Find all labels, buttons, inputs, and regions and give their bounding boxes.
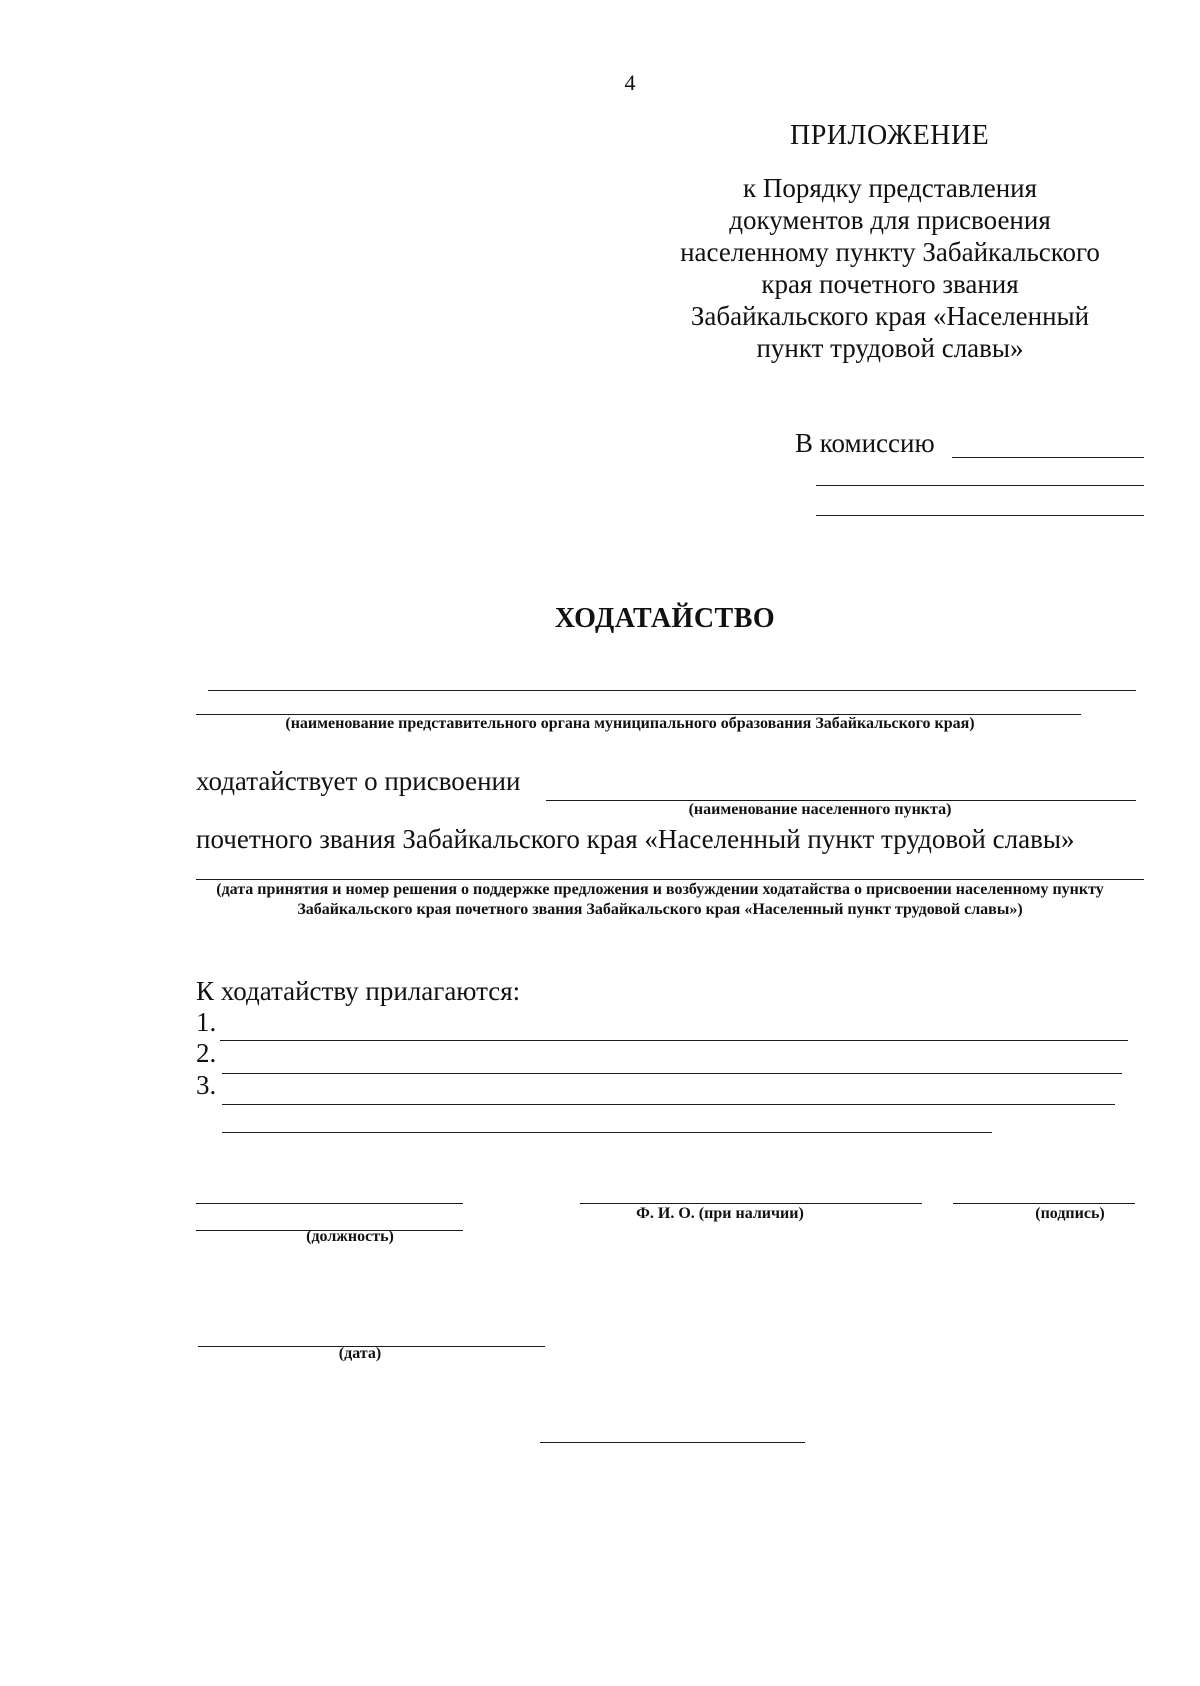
position-line [196,1203,463,1204]
appendix-subtitle [640,172,1140,364]
attachment-number: 1. [196,1007,217,1037]
decision-caption: (дата принятия и номер решения о поддержке предложения и возбуждении ходатайства о присвоении населенному пункту Забайкальского края почетного звания Забайкальского края «Населенный пункт трудовой славы») [216,881,1104,918]
organ-name-line [208,690,1136,691]
closing-separator [540,1442,805,1443]
appendix-subtitle-line: Забайкальского края «Населенный [690,301,1090,331]
position-caption: (должность) [306,1228,394,1245]
attachment-line [222,1104,1115,1105]
petitions-label: ходатайствует о присвоении [196,766,521,796]
organ-caption: (наименование представительного органа муниципального образования Забайкальского края) [285,715,975,732]
appendix-title: ПРИЛОЖЕНИЕ [790,120,990,151]
commission-label: В комиссию [795,428,935,458]
place-caption: (наименование населенного пункта) [688,801,952,818]
date-caption: (дата) [338,1345,382,1362]
attachment-number: 2. [196,1038,217,1068]
attachment-line [220,1040,1128,1041]
attachment-line [222,1132,992,1133]
appendix-subtitle-line: к Порядку представления [742,173,1038,203]
commission-blank-line [816,485,1144,486]
appendix-subtitle-line: края почетного звания [761,269,1019,299]
attachments-label: К ходатайству прилагаются: [196,976,521,1006]
document-title: ХОДАТАЙСТВО [554,603,776,634]
appendix-subtitle-line: пункт трудовой славы» [756,333,1024,363]
appendix-subtitle-line: документов для присвоения [729,205,1051,235]
commission-blank-line [816,515,1144,516]
fio-caption: Ф. И. О. (при наличии) [636,1205,804,1222]
appendix-subtitle-line: населенному пункту Забайкальского [680,237,1100,267]
page-number: 4 [624,70,636,95]
commission-blank-line [952,457,1144,458]
honor-title-text: почетного звания Забайкальского края «Населенный пункт трудовой славы» [196,824,1075,854]
signature-caption: (подпись) [1035,1205,1105,1222]
attachment-line [222,1073,1122,1074]
attachment-number: 3. [196,1070,217,1100]
